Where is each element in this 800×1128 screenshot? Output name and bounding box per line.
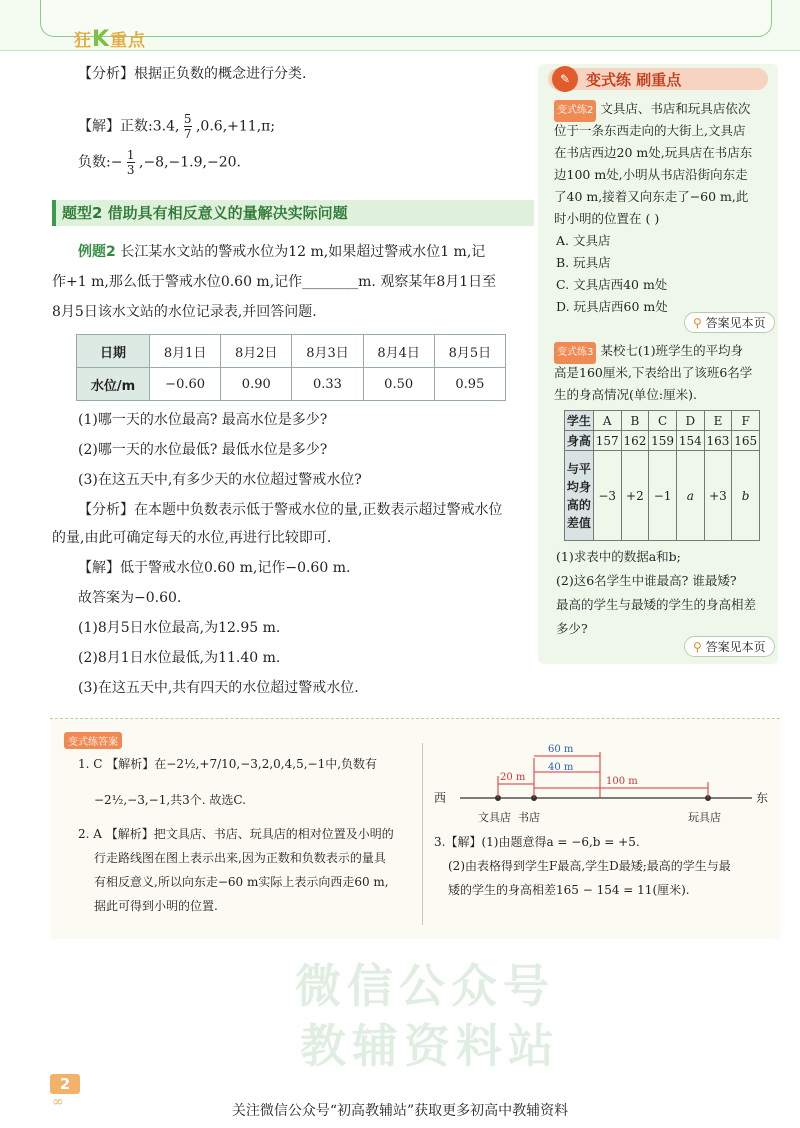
question-1: (1)哪一天的水位最高? 最高水位是多少? <box>78 412 328 428</box>
answer-2-line4: 据此可得到小明的位置. <box>94 899 218 913</box>
example-2-line2: 作+1 m,那么低于警戒水位0.60 m,记作________m. 观察某年8月1日至 <box>52 274 497 290</box>
option-a: A. 文具店 <box>556 233 611 248</box>
watermark-line2: 教辅资料站 <box>300 1019 560 1073</box>
answer-1-line2: −2½,−3,−1,共3个. 故选C. <box>94 793 246 807</box>
exercise-3-line1: 变式练3 某校七(1)班学生的平均身 <box>554 340 743 364</box>
example-2-line1: 例题2 长江某水文站的警戒水位为12 m,如果超过警戒水位1 m,记 <box>78 244 486 260</box>
negative-numbers: 负数:− $\frac{1}{3}$ ,−8,−1.9,−20. <box>78 148 241 177</box>
brand-logo: 狂K重点 <box>74 27 147 52</box>
footer-text: 关注微信公众号“初高教辅站”获取更多初高中教辅资料 <box>231 1103 569 1119</box>
distance-60: 60 m <box>548 744 574 755</box>
answer-link-2[interactable]: ⚲ 答案见本页 <box>684 636 775 657</box>
key-icon: ⚲ <box>693 316 702 330</box>
page-number: 2 <box>50 1074 80 1094</box>
answer-2-line1: 2. A 【解析】把文具店、书店、玩具店的相对位置及小明的 <box>78 827 394 841</box>
sidebar-header: ✎ 变式练 刷重点 <box>548 66 776 92</box>
store-toy: 玩具店 <box>688 811 721 824</box>
store-stationery: 文具店 <box>478 811 511 824</box>
exercise-3-line2: 高是160厘米,下表给出了该班6名学 <box>554 365 753 380</box>
table-row: 水位/m −0.60 0.90 0.33 0.50 0.95 <box>77 368 506 401</box>
watermark-line1: 微信公众号 <box>295 959 555 1013</box>
solution-2-line3: (1)8月5日水位最高,为12.95 m. <box>78 620 281 636</box>
exercise-3-q3: 最高的学生与最矮的学生的身高相差 <box>556 597 757 612</box>
key-icon: ⚲ <box>693 640 702 654</box>
example-2-line3: 8月5日该水文站的水位记录表,并回答问题. <box>52 304 317 320</box>
height-table <box>564 410 760 541</box>
analysis-2-line2: 的量,由此可确定每天的水位,再进行比较即可. <box>52 530 332 546</box>
example-tag: 例题2 <box>78 244 116 260</box>
exercise-3-line3: 生的身高情况(单位:厘米). <box>554 387 697 402</box>
answer-2-line2: 行走路线图在图上表示出来,因为正数和负数表示的量具 <box>94 851 386 865</box>
option-d: D. 玩具店西60 m处 <box>556 299 668 314</box>
top-frame <box>40 0 772 37</box>
exercise-2-line5: 了40 m,接着又向东走了−60 m,此 <box>554 189 749 204</box>
distance-20: 20 m <box>500 772 526 783</box>
answer-2-line3: 有相反意义,所以向东走−60 m实际上表示向西走60 m, <box>94 875 389 889</box>
solution-2-line4: (2)8月1日水位最低,为11.40 m. <box>78 650 281 666</box>
table-row: 与平 均身 高的 差值 −3 +2 −1 a +3 b <box>565 451 760 541</box>
answer-3-line2: (2)由表格得到学生F最高,学生D最矮;最高的学生与最 <box>448 859 731 873</box>
question-3: (3)在这五天中,有多少天的水位超过警戒水位? <box>78 472 362 488</box>
exercise-2-line4: 边100 m处,小明从书店沿街向东走 <box>554 167 748 182</box>
water-level-table <box>76 334 506 401</box>
solution-2-line5: (3)在这五天中,共有四天的水位超过警戒水位. <box>78 680 359 696</box>
table-row: 身高 157 162 159 154 163 165 <box>565 431 760 451</box>
west-label: 西 <box>434 791 447 805</box>
exercise-3-q1: (1)求表中的数据a和b; <box>556 549 681 564</box>
answers-tag: 变式练答案 <box>64 732 122 749</box>
analysis-1: 【分析】根据正负数的概念进行分类. <box>78 66 307 82</box>
exercise-2-line6: 时小明的位置在 ( ) <box>554 211 660 226</box>
option-c: C. 文具店西40 m处 <box>556 277 668 292</box>
answer-3-line3: 矮的学生的身高相差165 − 154 = 11(厘米). <box>448 883 690 897</box>
east-label: 东 <box>756 791 769 805</box>
exercise-2-line1: 变式练2 文具店、书店和玩具店依次 <box>554 98 750 122</box>
distance-100: 100 m <box>606 776 638 787</box>
infinity-icon: ∞ <box>52 1094 64 1110</box>
option-b: B. 玩具店 <box>556 255 611 270</box>
exercise-3-q4: 多少? <box>556 621 588 636</box>
exercise-2-line3: 在书店西边20 m处,玩具店在书店东 <box>554 145 753 160</box>
section-heading: 题型2 借助具有相反意义的量解决实际问题 <box>52 200 534 226</box>
solution-2-line2: 故答案为−0.60. <box>78 590 182 606</box>
answer-3-line1: 3.【解】(1)由题意得a = −6,b = +5. <box>434 835 640 849</box>
table-row: 日期 8月1日 8月2日 8月3日 8月4日 8月5日 <box>77 335 506 368</box>
analysis-2-line1: 【分析】在本题中负数表示低于警戒水位的量,正数表示超过警戒水位 <box>78 502 503 518</box>
table-row: 学生 A B C D E F <box>565 411 760 431</box>
answer-1-line1: 1. C 【解析】在−2½,+7/10,−3,2,0,4,5,−1中,负数有 <box>78 757 378 771</box>
practice-icon: ✎ <box>552 66 578 92</box>
solution-1: 【解】正数:3.4, $\frac{5}{7}$ ,0.6,+11,π; <box>78 112 276 141</box>
store-book: 书店 <box>518 811 540 824</box>
exercise-2-line2: 位于一条东西走向的大街上,文具店 <box>554 123 746 138</box>
answer-link-1[interactable]: ⚲ 答案见本页 <box>684 312 775 333</box>
solution-2-line1: 【解】低于警戒水位0.60 m,记作−0.60 m. <box>78 560 351 576</box>
question-2: (2)哪一天的水位最低? 最低水位是多少? <box>78 442 328 458</box>
exercise-3-q2: (2)这6名学生中谁最高? 谁最矮? <box>556 573 737 588</box>
distance-40: 40 m <box>548 762 574 773</box>
